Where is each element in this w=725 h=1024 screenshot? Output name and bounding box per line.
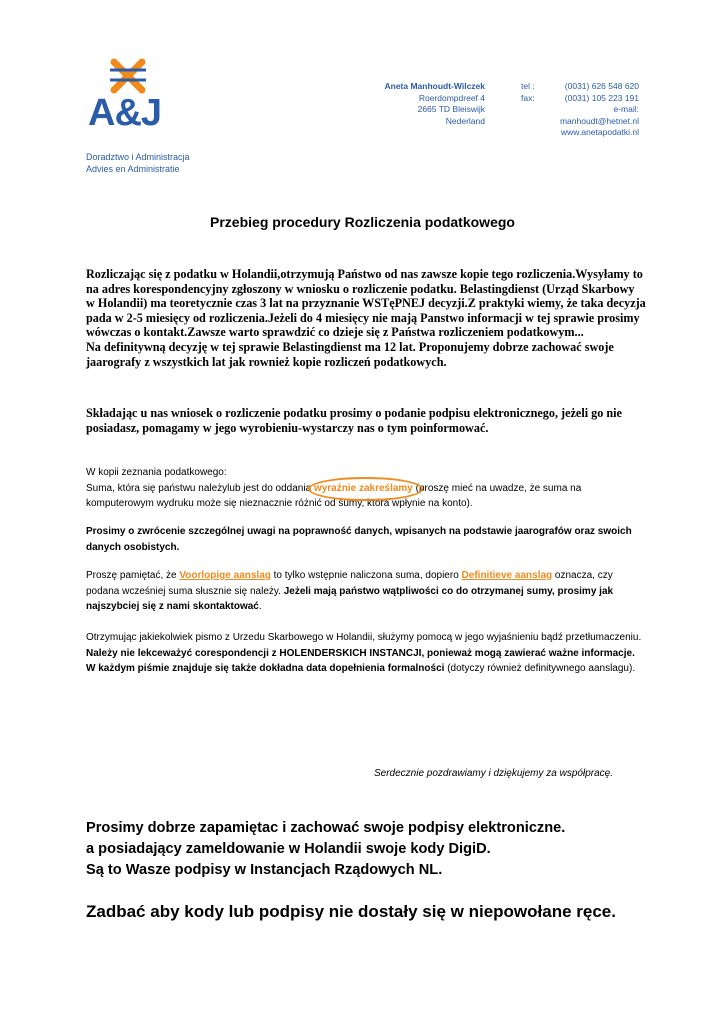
reminder-line: Prosimy dobrze zapamiętac i zachować swoje podpisy elektroniczne. bbox=[86, 820, 566, 836]
address-block bbox=[360, 81, 485, 127]
copy-text-a: Suma, która się państwu należylub jest do oddania bbox=[86, 482, 314, 494]
email-link[interactable]: e-mail: manhoudt@hetnet.nl bbox=[559, 104, 639, 126]
fax-label: fax: bbox=[521, 92, 535, 103]
city: 2665 TD Bleiswijk bbox=[417, 104, 485, 114]
contact-labels bbox=[521, 81, 535, 104]
owner-name: Aneta Manhoudt-Wilczek bbox=[384, 81, 485, 91]
final-warning: Zadbać aby kody lub podpisy nie dostały się w niepowołane ręce. bbox=[86, 902, 616, 921]
letters-bold-text: Należy nie lekceważyć corespondencji z HOLENDERSKICH INSTANCJI, ponieważ mogą zawierać ważne informacje. W każdym piśmie znajduje się także dokładna data dopełnienia formalności bbox=[86, 647, 635, 674]
voorlopige-aanslag-link[interactable]: Voorlopige aanslag bbox=[179, 570, 271, 581]
paragraph-aanslag bbox=[86, 568, 646, 615]
logo: A&J bbox=[88, 92, 162, 134]
highlight-text: wyraźnie zakreślamy bbox=[313, 482, 413, 494]
page-title: Przebieg procedury Rozliczenia podatkowego bbox=[210, 214, 515, 230]
tagline bbox=[86, 151, 190, 175]
aanslag-bold-text: Jeżeli mają państwo wątpliwości co do otrzymanej sumy, prosimy jak najszybciej się z nami skontaktować bbox=[86, 585, 614, 612]
definitieve-aanslag-link[interactable]: Definitieve aanslag bbox=[461, 570, 553, 581]
tagline-line: Advies en Administratie bbox=[86, 164, 180, 174]
closing-regards: Serdecznie pozdrawiamy i dziękujemy za współpracę. bbox=[374, 768, 613, 779]
aanslag-text: Proszę pamiętać, że bbox=[86, 570, 180, 581]
fax-value: (0031) 105 223 191 bbox=[564, 92, 639, 103]
street: Roerdompdreef 4 bbox=[418, 92, 485, 103]
reminder-line: a posiadający zameldowanie w Holandii swoje kody DigiD. bbox=[86, 841, 491, 857]
reminder-block bbox=[86, 818, 686, 881]
copy-text-b: (proszę mieć na uwadze, że suma na komputerowym wydruku może się nieznacznie różnić od sumy, która wpłynie na konto). bbox=[86, 482, 582, 509]
paragraph-signature: Składając u nas wniosek o rozliczenie podatku prosimy o podanie podpisu elektronicznego, jeżeli go nie posiadasz, pomagamy w jego wyrobieniu-wystarczy nas o tym poinformować. bbox=[86, 406, 622, 435]
contact-values bbox=[540, 81, 639, 139]
paragraph-text: Na definitywną decyzję w tej sprawie Belastingdienst ma 12 lat. Proponujemy dobrze zachować swoje jaarografy z wszystkich lat jak rownież kopie rozliczeń podatkowych. bbox=[86, 339, 614, 369]
copy-text bbox=[86, 481, 646, 512]
aanslag-text: to tylko wstępnie naliczona suma, dopiero bbox=[270, 570, 462, 581]
tagline-line: Doradztwo i Administracja bbox=[86, 152, 190, 162]
circle-mark bbox=[308, 477, 423, 502]
warning-text: Prosimy o zwrócenie szczególnej uwagi na poprawność danych, wpisanych na podstawie jaarografów oraz swoich danych osobistych. bbox=[86, 526, 632, 553]
copy-intro: W kopii zeznania podatkowego: bbox=[86, 467, 227, 478]
aanslag-text: . bbox=[258, 601, 262, 612]
letters-text: Otrzymując jakiekolwiek pismo z Urzedu Skarbowego w Holandii, służymy pomocą w jego wyjaśnieniu bądź przetłumaczeniu. bbox=[86, 632, 642, 643]
tel-label: tel : bbox=[521, 81, 535, 91]
letters-text: (dotyczy również definitywnego aanslagu). bbox=[444, 663, 636, 674]
tel-value: (0031) 626 548 620 bbox=[564, 81, 639, 91]
website-link[interactable]: www.anetapodatki.nl bbox=[561, 127, 639, 137]
country: Nederland bbox=[445, 115, 485, 126]
reminder-line: Są to Wasze podpisy w Instancjach Rządowych NL. bbox=[86, 862, 443, 878]
paragraph-letters bbox=[86, 630, 646, 677]
paragraph-intro bbox=[86, 267, 646, 369]
paragraph-copy bbox=[86, 465, 646, 512]
aanslag-text: oznacza, czy podana wcześniej suma słusznie się należy. bbox=[86, 570, 613, 597]
highlight-circle bbox=[314, 481, 413, 497]
paragraph-text: Rozliczając się z podatku w Holandii,otrzymują Państwo od nas zawsze kopie tego rozliczenia.Wysyłamy to na adres korespondencyjny zgłoszony w wniosku o rozliczenie podatku. Belastingdienst (Urząd Skarbowy w Holandii) ma teoretycznie czas 3 lat na przyznanie WSTęPNEJ decyzji.Z praktyki wiemy, że taka decyzja pada w 2-5 miesięcy od rozliczenia.Jeżeli do 4 miesięcy nie mają Panstwo informacji w tej sprawie prosimy wówczas o kontakt.Zawsze warto sprawdzić co dzieje się z Państwa rozliczeniem podatkowym... bbox=[86, 267, 646, 340]
